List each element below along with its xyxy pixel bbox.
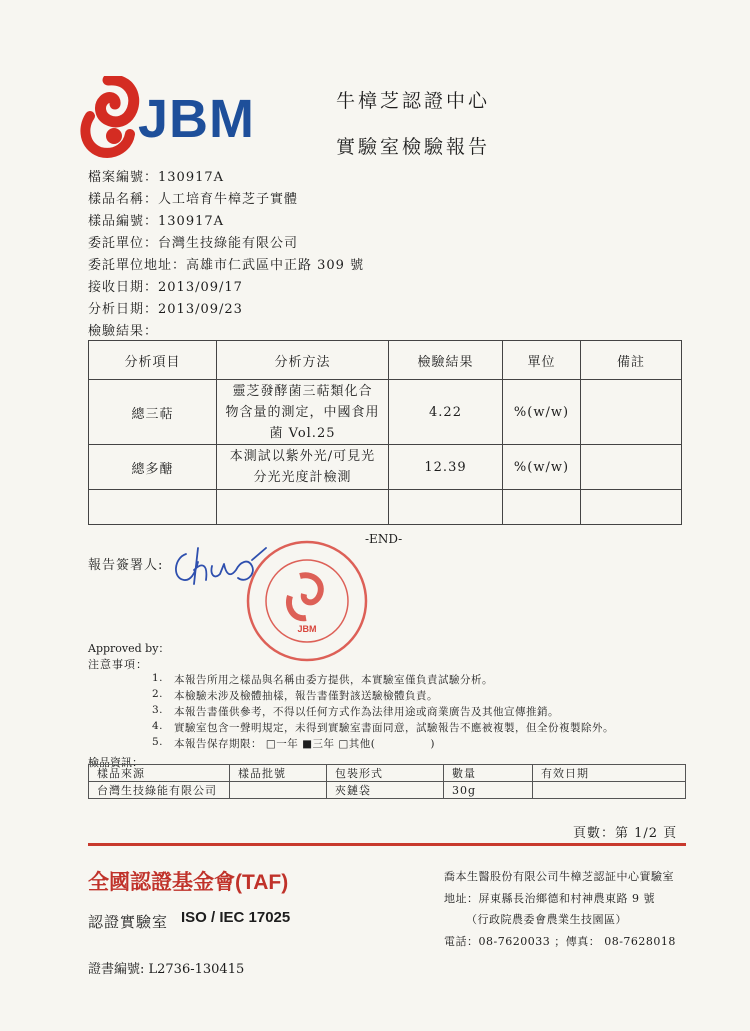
sample-header: 包裝形式 <box>327 765 444 782</box>
end-mark: -END- <box>365 532 403 546</box>
company-address: 地址：屏東縣長治鄉德和村神農東路 9 號 <box>444 892 655 905</box>
lab-label: 認證實驗室 <box>88 913 169 931</box>
sample-cell <box>230 782 327 799</box>
jbm-logo-text: JBM <box>138 89 256 149</box>
sample-header: 數量 <box>444 765 533 782</box>
results-table <box>88 340 682 525</box>
signer-label: 報告簽署人: <box>88 558 164 573</box>
note-text: 本檢驗未涉及檢體抽樣，報告書僅對該送驗檢體負責。 <box>174 690 438 702</box>
results-label: 檢驗結果： <box>88 324 159 339</box>
received-date: 接收日期：2013/09/17 <box>88 280 243 295</box>
note-number: 2. <box>152 688 164 700</box>
sample-cell <box>533 782 686 799</box>
table-row <box>89 782 686 799</box>
note-text: 本報告保存期限： □一年 ■三年 □其他( ) <box>174 738 435 750</box>
page-count: 頁數：第 1/2 頁 <box>573 826 678 841</box>
empty-cell <box>89 490 217 525</box>
approved-by: Approved by： <box>88 642 170 655</box>
header-method: 分析方法 <box>217 341 389 380</box>
sample-header: 樣品來源 <box>89 765 230 782</box>
sample-name: 樣品名稱：人工培育牛樟芝子實體 <box>88 192 299 207</box>
sample-info-title: 檢品資訊： <box>88 756 143 769</box>
jbm-logo-mark-icon <box>78 76 140 158</box>
seal-logo-text: JBM <box>297 624 317 634</box>
table-row <box>89 445 682 490</box>
header-item: 分析項目 <box>89 341 217 380</box>
client: 委託單位：台灣生技綠能有限公司 <box>88 236 299 251</box>
taf-name: 全國認證基金會(TAF) <box>88 871 289 894</box>
method-line: 靈芝發酵菌三萜類化合 <box>232 383 373 399</box>
center-name: 牛樟芝認證中心 <box>336 90 491 112</box>
note-cell <box>581 380 682 445</box>
note-number: 5. <box>152 736 164 748</box>
unit-cell: %(w/w) <box>503 445 581 490</box>
item-cell: 總三萜 <box>89 380 217 445</box>
client-address: 委託單位地址：高雄市仁武區中正路 309 號 <box>88 258 365 273</box>
item-cell: 總多醣 <box>89 445 217 490</box>
analysis-date: 分析日期：2013/09/23 <box>88 302 243 317</box>
sample-number: 樣品編號：130917A <box>88 214 225 229</box>
empty-cell <box>581 490 682 525</box>
note-cell <box>581 445 682 490</box>
method-line: 分光光度計檢測 <box>253 470 352 485</box>
result-cell: 12.39 <box>389 445 503 490</box>
certificate-number: 證書編號: L2736-130415 <box>88 962 245 977</box>
table-row <box>89 380 682 445</box>
iso-standard: ISO / IEC 17025 <box>181 909 291 926</box>
notes-title: 注意事項： <box>88 658 148 671</box>
report-title: 實驗室檢驗報告 <box>336 136 491 158</box>
method-cell <box>217 445 389 490</box>
method-line: 本測試以紫外光/可見光 <box>229 449 376 464</box>
sample-cell: 30g <box>444 782 533 799</box>
company-park: （行政院農委會農業生技園區） <box>466 913 627 926</box>
note-text: 本報告所用之樣品與名稱由委方提供，本實驗室僅負責試驗分析。 <box>174 674 493 686</box>
empty-cell <box>389 490 503 525</box>
table-row-empty <box>89 490 682 525</box>
sample-header: 樣品批號 <box>230 765 327 782</box>
sample-header: 有效日期 <box>533 765 686 782</box>
unit-cell: %(w/w) <box>503 380 581 445</box>
divider <box>88 843 686 846</box>
certification-seal-icon <box>244 538 370 664</box>
header-unit: 單位 <box>503 341 581 380</box>
note-number: 4. <box>152 720 164 732</box>
sample-cell: 台灣生技綠能有限公司 <box>89 782 230 799</box>
company-name: 喬本生醫股份有限公司牛樟芝認証中心實驗室 <box>444 870 674 883</box>
header-note: 備註 <box>581 341 682 380</box>
company-phone: 電話：08-7620033 ；傳真： 08-7628018 <box>444 935 676 948</box>
sample-info-table <box>88 764 686 799</box>
method-line: 菌 Vol.25 <box>269 425 336 441</box>
note-text: 實驗室包含一聲明規定，未得到實驗室書面同意，試驗報告不應被複製，但全份複製除外。 <box>174 722 614 734</box>
empty-cell <box>503 490 581 525</box>
note-number: 1. <box>152 672 164 684</box>
method-cell <box>217 380 389 445</box>
result-cell: 4.22 <box>389 380 503 445</box>
note-text: 本報告書僅供參考，不得以任何方式作為法律用途或商業廣告及其他宣傳推銷。 <box>174 706 559 718</box>
note-number: 3. <box>152 704 164 716</box>
header-result: 檢驗結果 <box>389 341 503 380</box>
file-number: 檔案編號：130917A <box>88 170 225 185</box>
empty-cell <box>217 490 389 525</box>
sample-cell: 夾鏈袋 <box>327 782 444 799</box>
method-line: 物含量的測定，中國食用 <box>225 404 380 420</box>
